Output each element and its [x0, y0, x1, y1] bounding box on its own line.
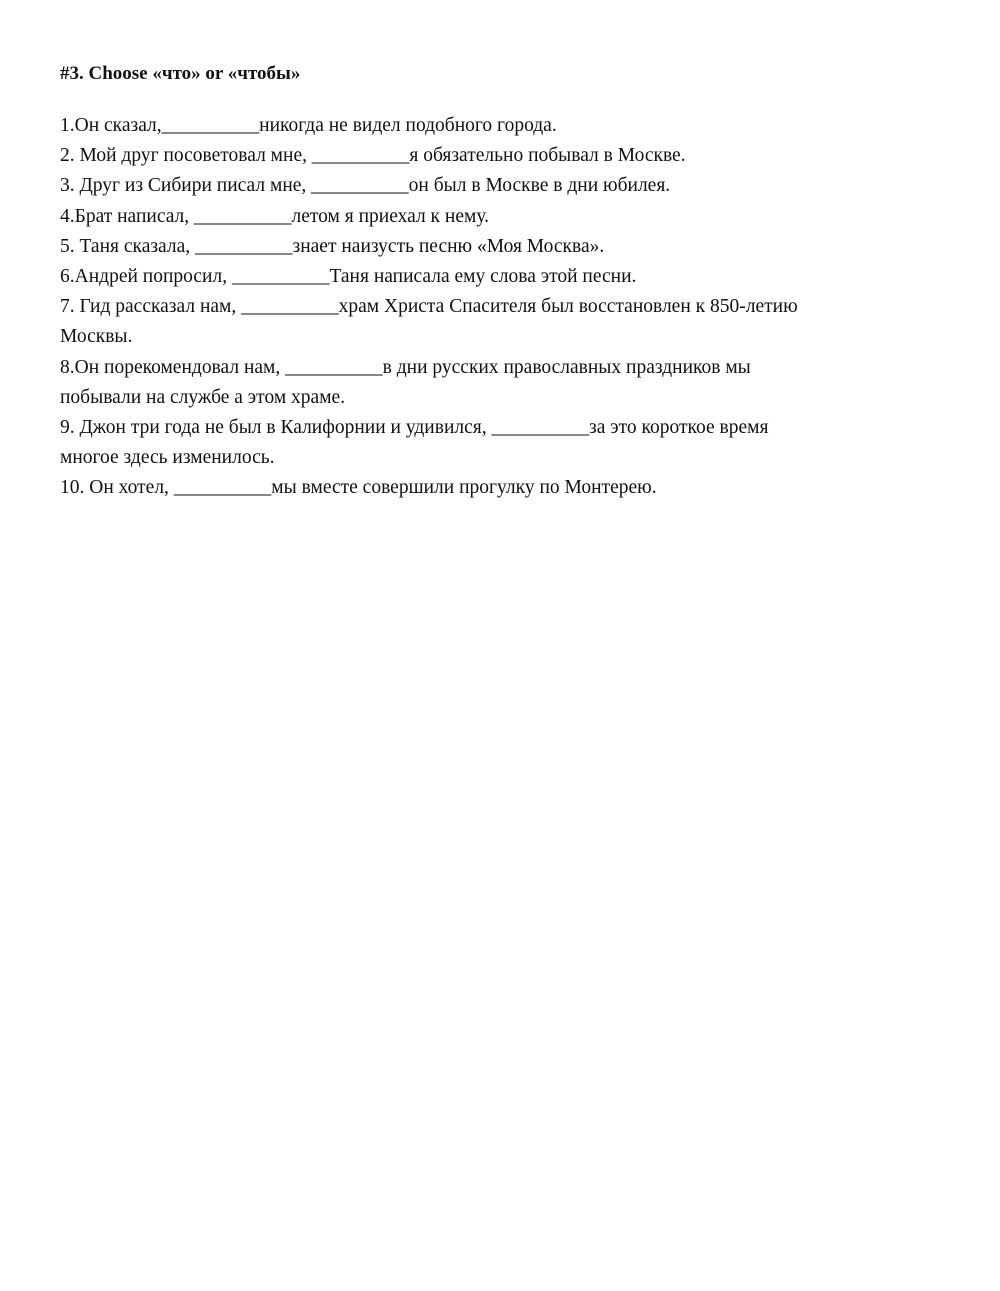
exercise-item-line: побывали на службе а этом храме.	[60, 386, 346, 408]
exercise-item-line: 2. Мой друг посоветовал мне, __________я обязательно побывал в Москве.	[60, 145, 686, 167]
exercise-item-6	[60, 262, 940, 292]
exercise-item-7	[60, 292, 940, 352]
exercise-item-2	[60, 141, 940, 171]
exercise-item-9	[60, 413, 940, 473]
exercise-item-line: 3. Друг из Сибири писал мне, __________он был в Москве в дни юбилея.	[60, 175, 671, 197]
exercise-item-10	[60, 473, 940, 503]
exercise-item-line: 6.Андрей попросил, __________Таня написала ему слова этой песни.	[60, 266, 637, 288]
exercise-item-5	[60, 232, 940, 262]
exercise-title: #3. Choose «что» or «чтобы»	[60, 63, 301, 84]
exercise-item-line: 7. Гид рассказал нам, __________храм Христа Спасителя был восстановлен к 850-летию	[60, 296, 798, 318]
exercise-item-4	[60, 202, 940, 232]
exercise-item-line: многое здесь изменилось.	[60, 447, 275, 469]
exercise-item-3	[60, 171, 940, 201]
exercise-item-line: Москвы.	[60, 326, 133, 348]
exercise-item-line: 10. Он хотел, __________мы вместе совершили прогулку по Монтерею.	[60, 477, 657, 499]
exercise-item-1	[60, 111, 940, 141]
exercise-item-line: 8.Он порекомендовал нам, __________в дни русских православных праздников мы	[60, 356, 751, 378]
exercise-item-8	[60, 353, 940, 413]
exercise-item-line: 5. Таня сказала, __________знает наизусть песню «Моя Москва».	[60, 235, 605, 257]
exercise-list	[60, 111, 940, 504]
exercise-item-line: 4.Брат написал, __________летом я приехал к нему.	[60, 205, 490, 227]
exercise-item-line: 9. Джон три года не был в Калифорнии и удивился, __________за это короткое время	[60, 417, 769, 439]
exercise-item-line: 1.Он сказал,__________никогда не видел подобного города.	[60, 115, 557, 136]
